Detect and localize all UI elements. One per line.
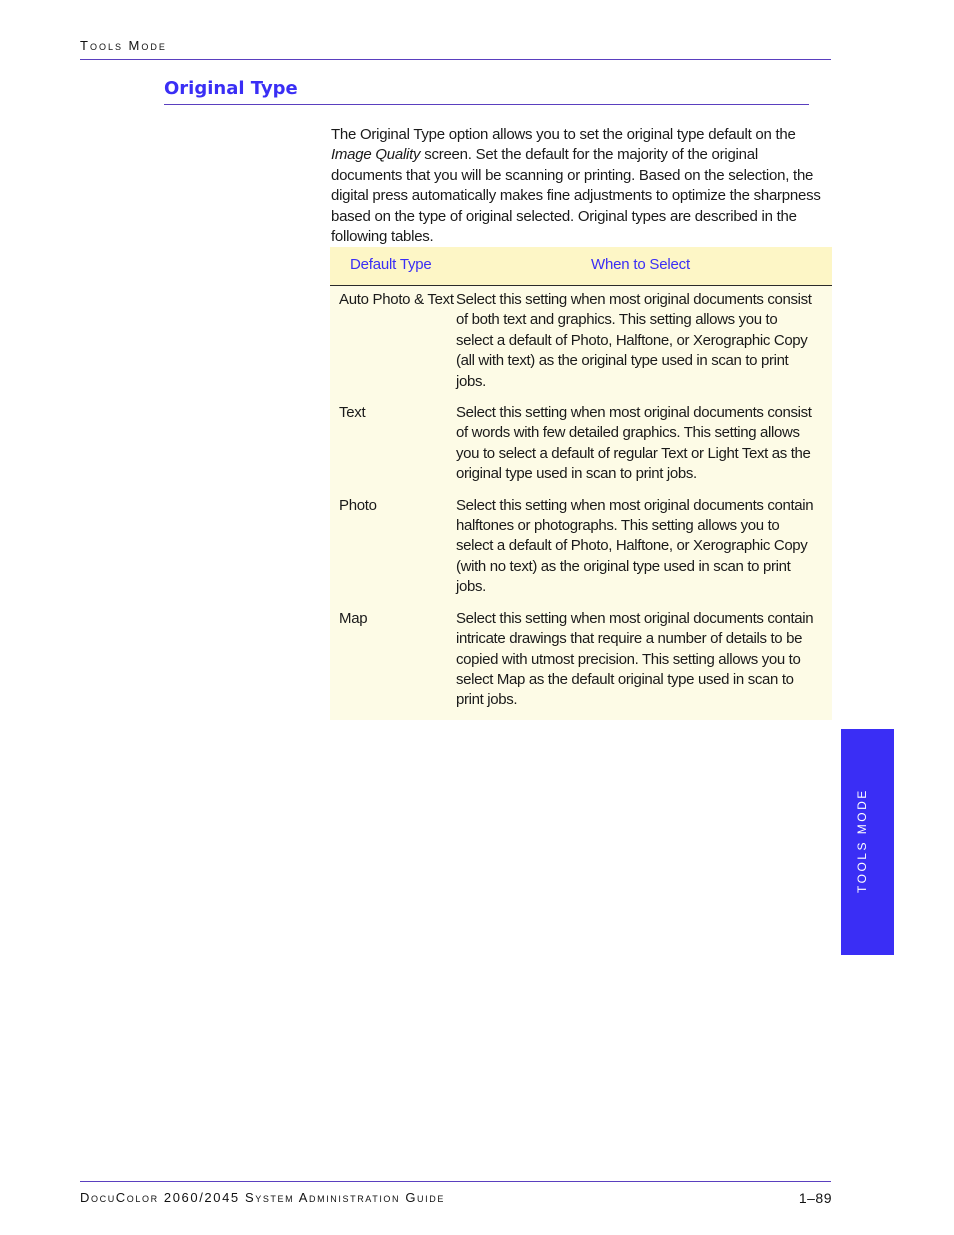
header-divider: [80, 59, 831, 60]
table-header-row: [330, 247, 832, 286]
table-row: [330, 290, 832, 392]
footer-guide-title: DocuColor 2060/2045 System Administration Guide: [80, 1190, 445, 1205]
when-to-select-cell: Select this setting when most original documents contain halftones or photographs. This setting allows you to select a default of Photo, Halftone, or Xerographic Copy (with no text) as the original type used in scan to print jobs.: [456, 496, 814, 596]
table-row: [330, 403, 832, 485]
table-body: [330, 286, 832, 711]
when-to-select-cell: Select this setting when most original documents consist of both text and graphics. This setting allows you to select a default of Photo, Halftone, or Xerographic Copy (all with text) as the original type used in scan to print jobs.: [456, 291, 812, 390]
table-row: [330, 496, 832, 598]
default-type-cell: Photo: [339, 496, 377, 514]
original-type-table: [330, 247, 832, 720]
intro-paragraph: [331, 125, 831, 247]
column-header-when-to-select: When to Select: [591, 256, 690, 273]
page-number: 1–89: [798, 1190, 832, 1206]
when-to-select-cell: Select this setting when most original documents contain intricate drawings that require a number of details to be copied with utmost precision. This setting allows you to select Map as the default original type used in scan to print jobs.: [456, 609, 814, 709]
running-header: Tools Mode: [80, 38, 167, 53]
footer-divider: [80, 1181, 831, 1182]
section-divider: [164, 104, 809, 105]
when-to-select-cell: Select this setting when most original documents consist of words with few detailed graphics. This setting allows you to select a default of regular Text or Light Text as the original type used in scan to print jobs.: [456, 404, 812, 483]
default-type-cell: Map: [339, 609, 368, 627]
default-type-cell: Auto Photo & Text: [339, 291, 454, 308]
default-type-cell: Text: [339, 404, 366, 422]
intro-emphasis: Image Quality: [331, 146, 421, 164]
chapter-side-tab-label: TOOLS MODE: [855, 788, 869, 893]
section-title: Original Type: [164, 78, 298, 99]
intro-text-part1: The Original Type option allows you to set the original type default on the: [331, 126, 796, 143]
column-header-default-type: Default Type: [350, 256, 432, 273]
table-row: [330, 609, 832, 711]
intro-text-part2: screen. Set the default for the majority of the original documents that you will be scanning or printing. Based on the selection, the digital press automatically makes fine adjustments to optimize the sharpness based on the type of original selected. Original types are described in the following tables.: [331, 146, 821, 246]
